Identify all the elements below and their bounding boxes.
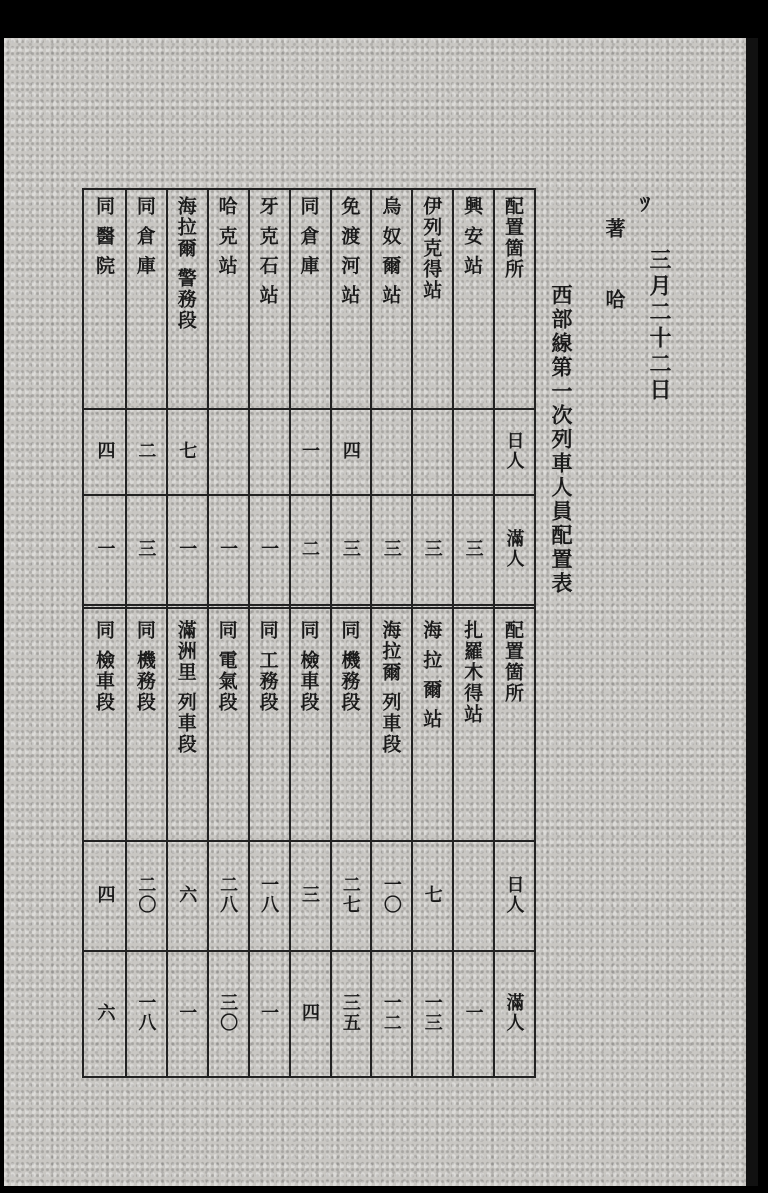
place-cell: 同 機務段 [338,620,361,713]
place-cell: 海 拉 爾 站 [420,620,443,730]
header-manchurian: 滿人 [503,529,525,569]
document-page [4,38,758,1186]
place-cell: 同 電氣段 [215,620,238,713]
place-cell: 同 醫 院 [92,196,115,277]
japanese-count [452,840,493,950]
place-cell: 免 渡 河 站 [338,196,361,306]
japanese-count: 七 [421,885,443,905]
page-edge-shadow [746,38,758,1186]
place-cell: 哈 克 站 [215,196,238,277]
staff-allocation-table [82,188,536,1078]
manchurian-count: 一三 [421,993,443,1033]
place-cell: 烏 奴 爾 站 [379,196,402,306]
place-cell: 海拉爾 警務段 [174,196,197,331]
japanese-count: 六 [176,885,198,905]
place-cell: 同 倉 庫 [297,196,320,277]
header-japanese: 日人 [503,431,525,471]
document-title: 西部線第一次列車人員配置表 [549,284,574,596]
place-cell: 同 工務段 [256,620,279,713]
date-line: 三月二十二日 [646,248,672,404]
japanese-count: 三 [298,885,320,905]
manchurian-count: 三 [462,539,484,559]
section-divider [84,604,534,609]
manchurian-count: 一 [217,539,239,559]
place-cell: 同 機務段 [133,620,156,713]
manchurian-count: 一二 [380,993,402,1033]
place-cell: 同 倉 庫 [133,196,156,277]
japanese-count [207,408,248,494]
japanese-count [370,408,411,494]
japanese-count: 二八 [217,875,239,915]
manchurian-count: 三五 [339,993,361,1033]
place-cell: 牙 克 石 站 [256,196,279,306]
manchurian-count: 一 [176,539,198,559]
japanese-count [452,408,493,494]
manchurian-count: 一八 [135,993,157,1033]
manchurian-count: 一 [176,1003,198,1023]
japanese-count: 二 [135,441,157,461]
place-cell: 海拉爾 列車段 [379,620,402,755]
margin-mark: ﾂ [640,192,650,216]
japanese-count: 四 [94,885,116,905]
japanese-count: 四 [339,441,361,461]
place-cell: 滿洲里 列車段 [174,620,197,755]
manchurian-count: 一 [462,1003,484,1023]
manchurian-count: 三 [135,539,157,559]
manchurian-count: 二 [298,539,320,559]
manchurian-count: 三 [421,539,443,559]
japanese-count [248,408,289,494]
japanese-count: 一 [298,441,320,461]
japanese-count [411,408,452,494]
header-place: 配置箇所 [502,620,525,704]
header-manchurian: 滿人 [503,993,525,1033]
japanese-count: 四 [94,441,116,461]
author-line: 著 哈 [602,218,626,331]
japanese-count: 一〇 [380,875,402,915]
header-place: 配置箇所 [502,196,525,280]
japanese-count: 二〇 [135,875,157,915]
place-cell: 同 檢車段 [297,620,320,713]
japanese-count: 一八 [258,875,280,915]
japanese-count: 七 [176,441,198,461]
manchurian-count: 一 [258,1003,280,1023]
place-cell: 伊列克得站 [420,196,443,301]
manchurian-count: 三 [380,539,402,559]
header-japanese: 日人 [503,875,525,915]
manchurian-count: 三 [339,539,361,559]
manchurian-count: 一 [258,539,280,559]
japanese-count: 二七 [339,875,361,915]
place-cell: 扎羅木得站 [461,620,484,725]
manchurian-count: 四 [298,1003,320,1023]
manchurian-count: 六 [94,1003,116,1023]
manchurian-count: 三〇 [217,993,239,1033]
manchurian-count: 一 [94,539,116,559]
place-cell: 同 檢車段 [92,620,115,713]
place-cell: 興 安 站 [461,196,484,277]
